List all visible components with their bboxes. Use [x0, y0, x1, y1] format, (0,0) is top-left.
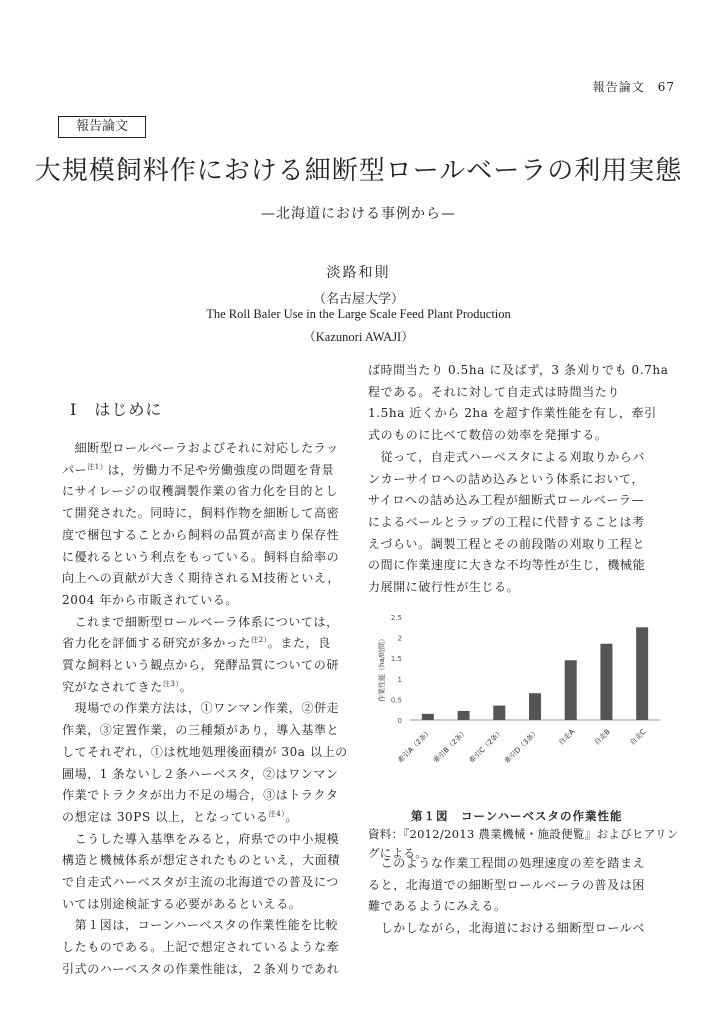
article-type-tag: 報告論文 — [58, 116, 146, 138]
bar — [636, 627, 648, 720]
running-header — [593, 78, 675, 95]
figure-source-line: グによる。 — [368, 846, 427, 860]
body-line: の想定は 30PS 以上，となっている$^{注4)}$。 — [62, 809, 298, 824]
author-name: 淡路和則 — [326, 265, 391, 281]
body-line: これまで細断型ロールベーラ体系については， — [62, 614, 339, 629]
body-line: によるベールとラップの工程に代替することは考 — [368, 514, 645, 529]
x-tick-label: 牽引B（2条） — [432, 727, 469, 765]
body-line: て開発された。同時に，飼料作物を細断して高密 — [62, 506, 340, 521]
bar — [565, 660, 577, 720]
author-affiliation: （名古屋大学） — [312, 292, 404, 307]
body-line: 引式のハーベスタの作業性能は，２条刈りであれ — [62, 961, 340, 976]
body-line: 力展開に破行性が生じる。 — [368, 580, 520, 595]
x-tick-label: 牽引C（2条） — [467, 727, 505, 765]
body-line: パー$^{注1)}$は，労働力不足や労働強度の問題を背景 — [62, 462, 335, 477]
body-line: えづらい。調製工程とその前段階の刈取り工程と — [368, 536, 645, 551]
body-line: ば時間当たり 0.5ha に及ばず，3 条刈りでも 0.7ha — [368, 363, 669, 377]
figure-caption-text: 第１図 コーンハーベスタの作業性能 — [411, 809, 623, 823]
body-line: 省力化を評価する研究が多かった$^{注2)}$。また，良 — [62, 636, 331, 651]
y-tick-label: 0.5 — [390, 696, 402, 705]
figure-source-line: 資料：『2012/2013 農業機械・施設便覧』およびヒアリン — [368, 827, 679, 841]
body-line: サイロへの詰め込み工程が細断式ロールベーラ— — [368, 493, 645, 508]
footnote-ref: 注2） — [251, 636, 268, 645]
body-line: の間に作業速度に大きな不均等性が生じ，機械能 — [368, 558, 646, 573]
section-heading: Ⅰ はじめに — [70, 400, 163, 419]
body-line: ると，北海道での細断型ロールベーラの普及は困 — [368, 877, 645, 892]
body-line: 現場での作業方法は，①ワンマン作業，②併走 — [62, 701, 340, 716]
y-tick-label: 0 — [397, 717, 402, 725]
body-line: に優れるという利点をもっている。飼料自給率の — [62, 549, 340, 564]
paper-subtitle: —北海道における事例から— — [261, 206, 456, 222]
body-line: ンカーサイロへの詰め込みという体系において， — [368, 471, 645, 486]
right-column-body-top — [368, 360, 668, 599]
body-line: 第１図は，コーンハーベスタの作業性能を比較 — [62, 918, 339, 933]
x-tick-label: 牽引D（3条） — [503, 727, 541, 766]
english-author: （Kazunori AWAJI） — [303, 330, 414, 344]
bar — [529, 693, 541, 720]
y-tick-label: 2.5 — [390, 614, 402, 622]
page-number: 67 — [657, 80, 675, 94]
x-tick-label: 自走B — [592, 727, 612, 747]
body-line: 2004 年から市販されている。 — [62, 592, 238, 607]
body-line: 程である。それに対して自走式は時間当たり — [368, 384, 621, 399]
y-tick-label: 1 — [397, 675, 402, 684]
body-line: 細断型ロールベーラおよびそれに対応したラッ — [62, 441, 339, 455]
body-line: 作業でトラクタが出力不足の場合，③はトラクタ — [62, 788, 339, 803]
body-line: で自走式ハーベスタが主流の北海道での普及につ — [62, 875, 339, 890]
bar — [493, 706, 505, 720]
right-column-body-bottom — [368, 853, 668, 940]
y-tick-label: 2 — [397, 634, 402, 643]
body-line: いては別途検証する必要があるといえる。 — [62, 896, 302, 911]
footnote-ref: 注3） — [162, 679, 180, 688]
bar — [422, 714, 434, 720]
body-line: 構造と機械体系が想定されたものといえ，大面積 — [62, 853, 340, 868]
footnote-ref: 注1） — [87, 462, 108, 471]
x-tick-label: 自走A — [557, 727, 577, 747]
bar — [600, 644, 612, 720]
body-line: こうした導入基準をみると，府県での中小規模 — [62, 831, 340, 846]
body-line: にサイレージの収穫調製作業の省力化を目的とし — [62, 484, 339, 499]
body-line: 難であるようにみえる。 — [368, 899, 507, 914]
y-axis-label: 作業性能（ha/時間） — [378, 634, 386, 703]
body-line: しかしながら，北海道における細断型ロールベ — [368, 921, 645, 936]
english-title: The Roll Baler Use in the Large Scale Feed Plant Production — [206, 307, 511, 321]
y-tick-label: 1.5 — [390, 655, 402, 664]
bar — [458, 711, 470, 720]
body-line: 式のものに比べて数倍の効率を発揮する。 — [368, 428, 608, 443]
body-line: 作業，③定置作業，の三種類があり，導入基準と — [62, 723, 340, 738]
body-line: 究がなされてきた$^{注3)}$。 — [62, 679, 193, 694]
body-line: 圃場，1 条ないし２条ハーベスタ，②はワンマン — [62, 766, 339, 781]
body-line: 度で梱包することから飼料の品質が高まり保存性 — [62, 527, 340, 542]
x-tick-label: 牽引A（2条） — [396, 727, 434, 765]
left-column-body — [62, 438, 362, 981]
body-line: したものである。上記で想定されているような牽 — [62, 940, 340, 955]
x-tick-label: 自走C — [628, 727, 648, 747]
body-line: 従って，自走式ハーベスタによる刈取りからバ — [368, 449, 645, 464]
paper-title: 大規模飼料作における細断型ロールベーラの利用実態 — [34, 156, 683, 186]
bar-chart — [364, 595, 674, 805]
body-line: このような作業工程間の処理速度の差を踏まえ — [368, 856, 646, 870]
body-line: 1.5ha 近くから 2ha を超す作業性能を有し，牽引 — [368, 406, 657, 421]
body-line: してそれぞれ，①は枕地処理後面積が 30a 以上の — [62, 744, 348, 759]
body-line: 質な飼料という観点から，発酵品質についての研 — [62, 658, 339, 673]
footnote-ref: 注4） — [268, 809, 286, 818]
journal-label: 報告論文 — [592, 80, 645, 94]
body-line: 向上への貢献が大きく期待されるＭ技術といえ， — [62, 571, 340, 586]
